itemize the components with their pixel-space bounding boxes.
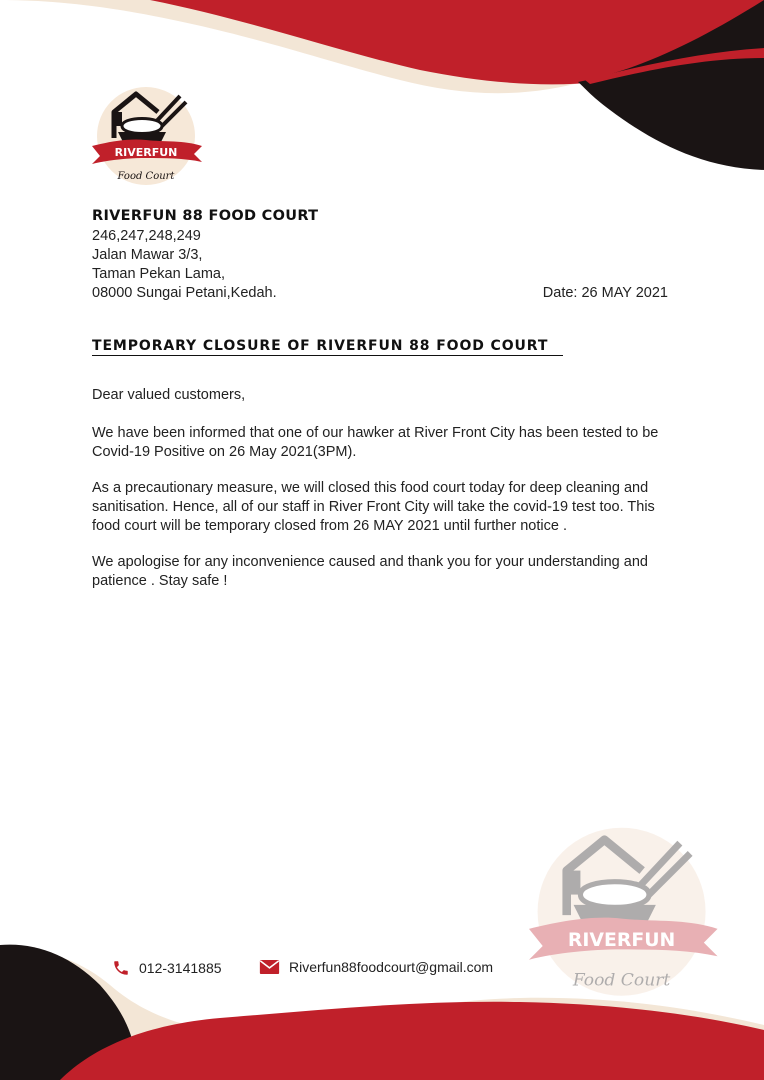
- footer-phone: [112, 959, 222, 977]
- email-address: Riverfun88foodcourt@gmail.com: [289, 959, 494, 975]
- sender-name: RIVERFUN 88 FOOD COURT: [92, 208, 319, 224]
- address-line-1: 246,247,248,249: [92, 228, 201, 244]
- footer-email: [259, 959, 493, 975]
- riverfun-logo: [88, 86, 208, 191]
- logo-tagline: Food Court: [117, 171, 175, 182]
- address-line-2: Jalan Mawar 3/3,: [92, 247, 203, 263]
- phone-icon: [112, 959, 130, 977]
- body-paragraph-2: As a precautionary measure, we will closed this food court today for deep cleaning and sanitisation. Hence, all of our staff in River Front City will take the covid-19 test too. This food court will be temporary closed from 26 MAY 2021 until further notice .: [92, 480, 655, 534]
- letter-date: Date: 26 MAY 2021: [542, 285, 668, 301]
- phone-number: 012-3141885: [139, 960, 222, 976]
- address-line-4: 08000 Sungai Petani,Kedah.: [92, 285, 277, 301]
- letter-subject: TEMPORARY CLOSURE OF RIVERFUN 88 FOOD COURT: [92, 338, 563, 356]
- logo-brand: RIVERFUN: [114, 146, 178, 159]
- watermark-brand: RIVERFUN: [567, 930, 676, 951]
- envelope-icon: [259, 959, 280, 975]
- body-paragraph-1: We have been informed that one of our hawker at River Front City has been tested to be Covid-19 Positive on 26 May 2021(3PM).: [92, 425, 659, 460]
- watermark-tagline: Food Court: [572, 970, 671, 991]
- body-paragraph-3: We apologise for any inconvenience caused and thank you for your understanding and patience . Stay safe !: [92, 554, 648, 589]
- address-line-3: Taman Pekan Lama,: [92, 266, 225, 282]
- watermark-logo: [520, 826, 730, 1006]
- greeting: Dear valued customers,: [92, 387, 246, 403]
